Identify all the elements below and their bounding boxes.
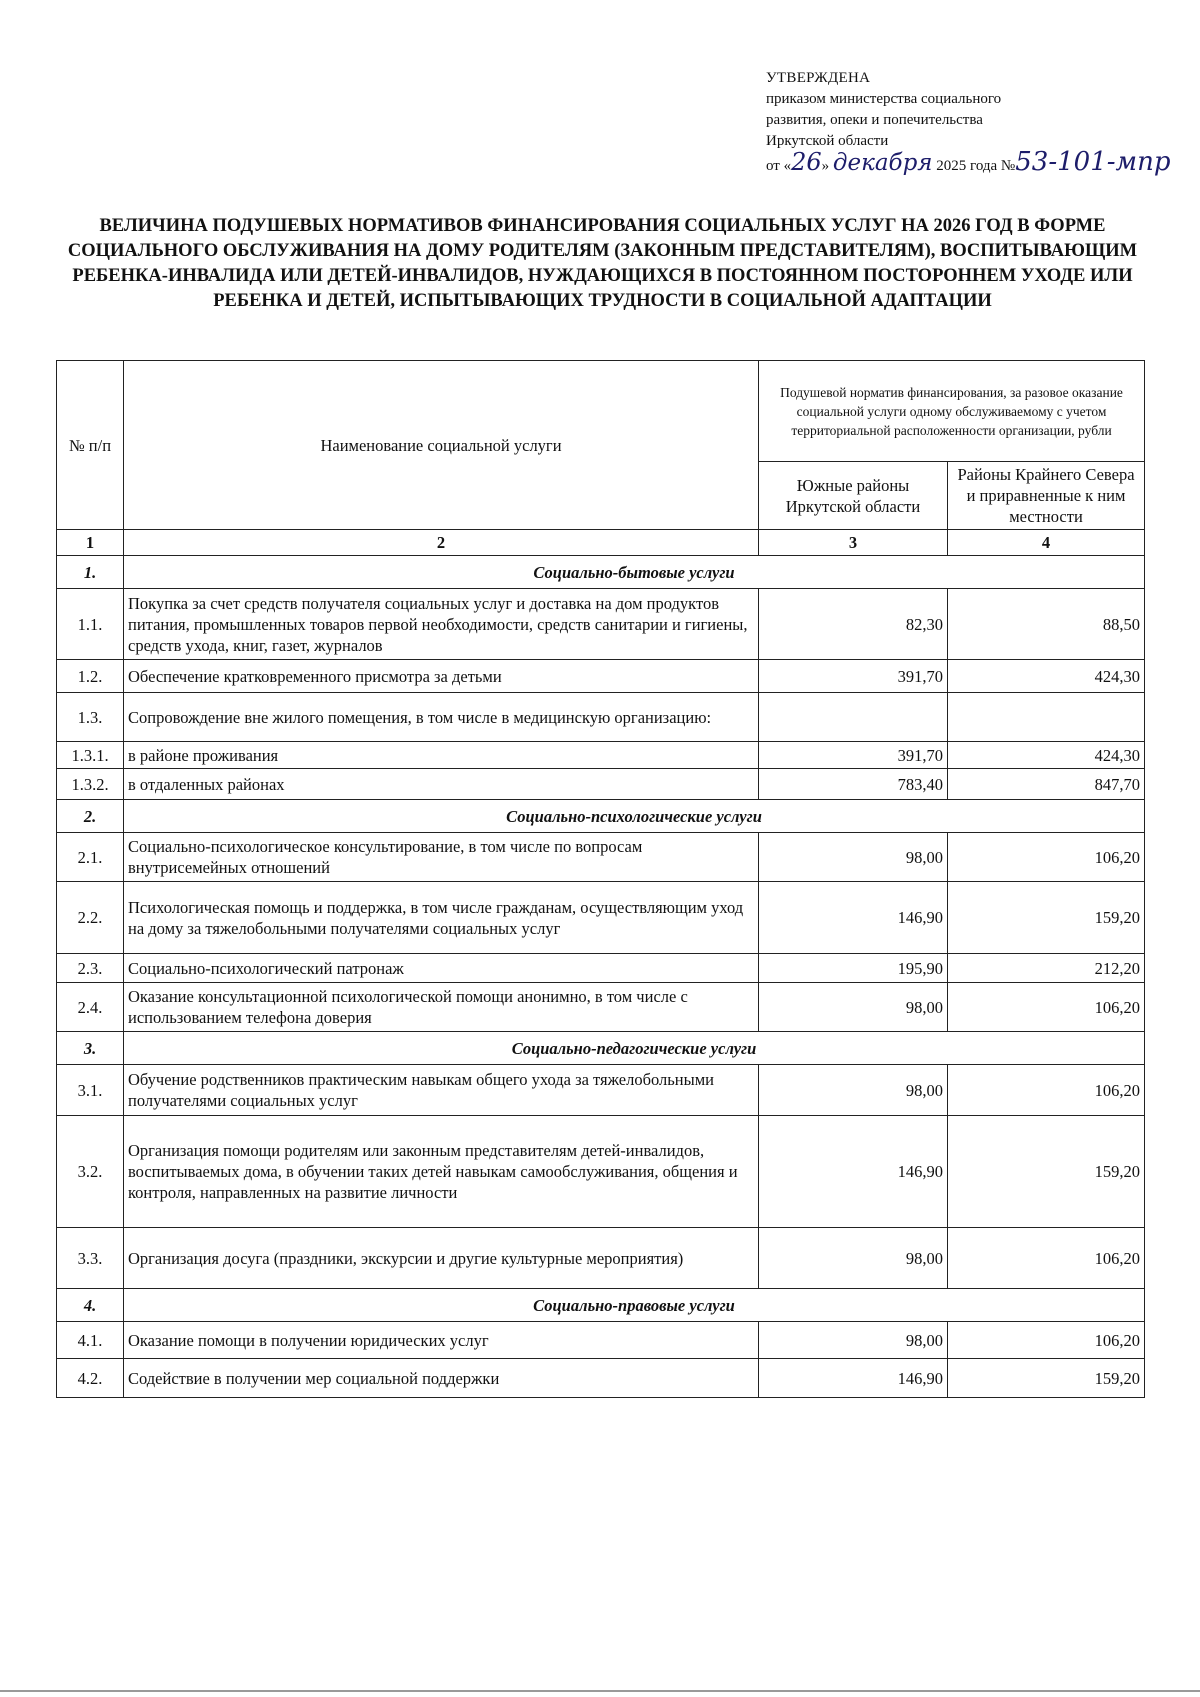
value-north: 106,20 <box>948 1322 1145 1359</box>
document-title: ВЕЛИЧИНА ПОДУШЕВЫХ НОРМАТИВОВ ФИНАНСИРОВАНИЯ СОЦИАЛЬНЫХ УСЛУГ НА 2026 ГОД В ФОРМЕ СОЦИАЛЬНОГО ОБСЛУЖИВАНИЯ НА ДОМУ РОДИТЕЛЯМ (ЗАКОННЫМ ПРЕДСТАВИТЕЛЯМ), ВОСПИТЫВАЮЩИМ РЕБЕНКА-ИНВАЛИДА ИЛИ ДЕТЕЙ-ИНВАЛИДОВ, НУЖДАЮЩИХСЯ В ПОСТОЯННОМ ПОСТОРОННЕМ УХОДЕ ИЛИ РЕБЕНКА И ДЕТЕЙ, ИСПЫТЫВАЮЩИХ ТРУДНОСТИ В СОЦИАЛЬНОЙ АДАПТАЦИИ <box>67 216 1138 311</box>
section-row <box>57 1289 1145 1322</box>
value-south: 391,70 <box>759 660 948 693</box>
service-name: Покупка за счет средств получателя социальных услуг и доставка на дом продуктов питания, промышленных товаров первой необходимости, средств санитарии и гигиены, средств ухода, книг, газет, журналов <box>124 589 759 660</box>
service-name: в отдаленных районах <box>124 769 759 800</box>
approval-line-1: приказом министерства социального <box>766 91 1002 107</box>
service-name: в районе проживания <box>124 742 759 769</box>
section-number: 2. <box>57 800 124 833</box>
row-number: 3.3. <box>57 1228 124 1289</box>
table-row <box>57 983 1145 1032</box>
row-number: 3.1. <box>57 1065 124 1116</box>
table-row <box>57 1359 1145 1398</box>
approval-line-2: развития, опеки и попечительства <box>766 112 983 128</box>
service-name: Организация помощи родителям или законным представителям детей-инвалидов, воспитываемых дома, в обучении таких детей навыкам самообслуживания, общения и контроля, направленных на развитие личности <box>124 1116 759 1228</box>
approval-stamp <box>766 68 1186 177</box>
approval-line-3: Иркутской области <box>766 133 889 149</box>
table-row <box>57 882 1145 954</box>
handwritten-order-number: 53-101-мпр <box>1015 147 1171 177</box>
service-name: Социально-психологический патронаж <box>124 954 759 983</box>
column-header-number: № п/п <box>57 361 124 530</box>
value-south: 146,90 <box>759 1359 948 1398</box>
table-row <box>57 660 1145 693</box>
value-north: 88,50 <box>948 589 1145 660</box>
table-row <box>57 693 1145 742</box>
table-row <box>57 833 1145 882</box>
value-north: 106,20 <box>948 833 1145 882</box>
table-row <box>57 1065 1145 1116</box>
row-number: 2.3. <box>57 954 124 983</box>
value-north: 159,20 <box>948 1116 1145 1228</box>
column-header-norm: Подушевой норматив финансирования, за разовое оказание социальной услуги одному обслуживаемому с учетом территориальной расположенности организации, рубли <box>759 361 1145 462</box>
date-year-text: 2025 года № <box>936 158 1016 174</box>
section-title: Социально-бытовые услуги <box>124 556 1145 589</box>
value-south <box>759 693 948 742</box>
service-name: Обеспечение кратковременного присмотра за детьми <box>124 660 759 693</box>
section-title: Социально-педагогические услуги <box>124 1032 1145 1065</box>
row-number: 4.1. <box>57 1322 124 1359</box>
value-north: 159,20 <box>948 882 1145 954</box>
section-title: Социально-психологические услуги <box>124 800 1145 833</box>
value-south: 783,40 <box>759 769 948 800</box>
row-number: 2.2. <box>57 882 124 954</box>
value-north: 424,30 <box>948 660 1145 693</box>
column-index: 3 <box>759 530 948 556</box>
row-number: 1.1. <box>57 589 124 660</box>
row-number: 1.3. <box>57 693 124 742</box>
services-table <box>56 360 1145 1398</box>
service-name: Социально-психологическое консультирование, в том числе по вопросам внутрисемейных отношений <box>124 833 759 882</box>
service-name: Оказание консультационной психологической помощи анонимно, в том числе с использованием телефона доверия <box>124 983 759 1032</box>
column-index: 2 <box>124 530 759 556</box>
table-row <box>57 769 1145 800</box>
section-number: 4. <box>57 1289 124 1322</box>
value-south: 82,30 <box>759 589 948 660</box>
column-header-north: Районы Крайнего Севера и приравненные к ним местности <box>948 462 1145 530</box>
table-row <box>57 1116 1145 1228</box>
handwritten-day: 26 <box>791 148 822 176</box>
row-number: 3.2. <box>57 1116 124 1228</box>
value-south: 98,00 <box>759 983 948 1032</box>
value-north: 159,20 <box>948 1359 1145 1398</box>
table-row <box>57 1228 1145 1289</box>
value-south: 98,00 <box>759 1322 948 1359</box>
column-index-row <box>57 530 1145 556</box>
row-number: 2.1. <box>57 833 124 882</box>
section-row <box>57 800 1145 833</box>
service-name: Психологическая помощь и поддержка, в том числе гражданам, осуществляющим уход на дому за тяжелобольными получателями социальных услуг <box>124 882 759 954</box>
column-header-name: Наименование социальной услуги <box>124 361 759 530</box>
value-south: 98,00 <box>759 1065 948 1116</box>
section-number: 1. <box>57 556 124 589</box>
table-row <box>57 954 1145 983</box>
service-name: Организация досуга (праздники, экскурсии и другие культурные мероприятия) <box>124 1228 759 1289</box>
row-number: 2.4. <box>57 983 124 1032</box>
table-row <box>57 1322 1145 1359</box>
section-title: Социально-правовые услуги <box>124 1289 1145 1322</box>
service-name: Обучение родственников практическим навыкам общего ухода за тяжелобольными получателями социальных услуг <box>124 1065 759 1116</box>
column-header-south: Южные районы Иркутской области <box>759 462 948 530</box>
section-row <box>57 556 1145 589</box>
row-number: 1.3.2. <box>57 769 124 800</box>
approval-date-line <box>766 147 1186 177</box>
table-header-row <box>57 361 1145 462</box>
section-row <box>57 1032 1145 1065</box>
table-row <box>57 742 1145 769</box>
table-row <box>57 589 1145 660</box>
value-south: 98,00 <box>759 1228 948 1289</box>
approval-heading: УТВЕРЖДЕНА <box>766 70 871 86</box>
value-south: 146,90 <box>759 1116 948 1228</box>
column-index: 4 <box>948 530 1145 556</box>
value-north: 847,70 <box>948 769 1145 800</box>
value-north: 212,20 <box>948 954 1145 983</box>
scan-edge-line <box>0 1690 1200 1692</box>
value-south: 98,00 <box>759 833 948 882</box>
date-prefix: от « <box>766 158 792 174</box>
value-north: 106,20 <box>948 1228 1145 1289</box>
row-number: 1.2. <box>57 660 124 693</box>
value-north: 106,20 <box>948 983 1145 1032</box>
section-number: 3. <box>57 1032 124 1065</box>
service-name: Содействие в получении мер социальной поддержки <box>124 1359 759 1398</box>
date-day-close: » <box>821 158 830 174</box>
value-north <box>948 693 1145 742</box>
value-north: 106,20 <box>948 1065 1145 1116</box>
service-name: Оказание помощи в получении юридических услуг <box>124 1322 759 1359</box>
row-number: 4.2. <box>57 1359 124 1398</box>
column-index: 1 <box>57 530 124 556</box>
handwritten-month: декабря <box>832 150 933 176</box>
service-name: Сопровождение вне жилого помещения, в том числе в медицинскую организацию: <box>124 693 759 742</box>
row-number: 1.3.1. <box>57 742 124 769</box>
value-south: 391,70 <box>759 742 948 769</box>
value-south: 146,90 <box>759 882 948 954</box>
value-north: 424,30 <box>948 742 1145 769</box>
value-south: 195,90 <box>759 954 948 983</box>
